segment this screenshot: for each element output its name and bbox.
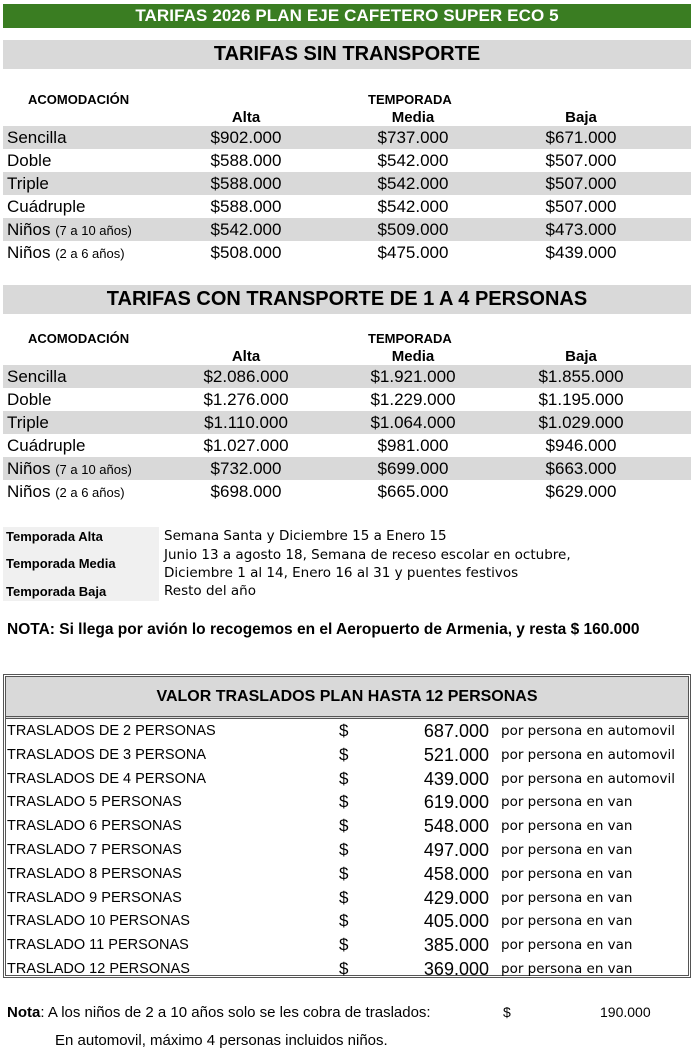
accommodation-type: Doble xyxy=(7,151,52,170)
section-heading-con-transporte: TARIFAS CON TRANSPORTE DE 1 A 4 PERSONAS xyxy=(3,285,691,314)
document-title: TARIFAS 2026 PLAN EJE CAFETERO SUPER ECO 5 xyxy=(3,4,691,28)
season-row-media xyxy=(3,546,691,582)
price-baja: $1.855.000 xyxy=(538,367,624,386)
transfer-group-size: TRASLADOS DE 4 PERSONA xyxy=(7,770,207,787)
transfers-heading: VALOR TRASLADOS PLAN HASTA 12 PERSONAS xyxy=(6,677,688,719)
transfer-description: por persona en van xyxy=(501,889,633,906)
table-row xyxy=(3,434,691,457)
transfer-rows xyxy=(6,719,688,981)
season-label: Temporada Baja xyxy=(3,582,159,601)
transfer-row xyxy=(6,886,688,910)
price-media: $1.064.000 xyxy=(370,413,456,432)
accommodation-label xyxy=(7,388,51,411)
transfer-group-size: TRASLADO 7 PERSONAS xyxy=(7,841,182,858)
currency-symbol: $ xyxy=(339,935,349,955)
season-dates: Resto del año xyxy=(164,583,256,599)
kids-amount: 190.000 xyxy=(600,1004,651,1020)
temporada-header: TEMPORADA xyxy=(368,331,452,346)
currency-symbol: $ xyxy=(339,958,349,978)
kids-note xyxy=(7,1004,431,1021)
transfer-row xyxy=(6,838,688,862)
price-alta: $588.000 xyxy=(210,151,282,170)
price-baja: $473.000 xyxy=(545,220,617,239)
transfer-group-size: TRASLADOS DE 2 PERSONAS xyxy=(7,723,216,739)
transfer-row xyxy=(6,862,688,886)
table-row xyxy=(3,480,691,503)
price-media: $542.000 xyxy=(377,174,449,193)
accommodation-label xyxy=(7,457,132,481)
accommodation-label xyxy=(7,218,132,242)
transfer-price: 369.000 xyxy=(423,958,489,979)
currency-symbol: $ xyxy=(339,768,349,788)
accommodation-type: Cuádruple xyxy=(7,197,86,216)
transfer-price: 385.000 xyxy=(423,935,489,956)
transfer-group-size: TRASLADO 9 PERSONAS xyxy=(7,889,182,906)
transfer-group-size: TRASLADO 11 PERSONAS xyxy=(7,937,189,954)
currency-symbol: $ xyxy=(339,816,349,836)
table-row xyxy=(3,149,691,172)
price-baja: $1.029.000 xyxy=(538,413,624,432)
accommodation-type: Sencilla xyxy=(7,367,67,386)
transfer-description: por persona en van xyxy=(501,865,633,882)
currency-symbol: $ xyxy=(339,744,349,764)
transfer-group-size: TRASLADOS DE 3 PERSONA xyxy=(7,746,207,763)
price-alta: $542.000 xyxy=(210,220,282,239)
accommodation-label xyxy=(7,480,125,504)
transfer-price: 497.000 xyxy=(423,839,489,860)
accommodation-label xyxy=(7,126,67,149)
airport-pickup-note: NOTA: Si llega por avión lo recogemos en el Aeropuerto de Armenia, y resta $ 160.000 xyxy=(7,621,640,638)
season-row-baja xyxy=(3,582,691,601)
transfer-price: 548.000 xyxy=(423,816,489,837)
table-row xyxy=(3,218,691,241)
currency-symbol: $ xyxy=(339,911,349,931)
transfer-description: por persona en van xyxy=(501,913,633,930)
price-alta: $588.000 xyxy=(210,174,282,193)
column-baja: Baja xyxy=(565,109,597,126)
transfer-price: 619.000 xyxy=(423,792,489,813)
season-row-alta xyxy=(3,527,691,546)
transfer-description: por persona en van xyxy=(501,960,633,977)
accommodation-label xyxy=(7,411,49,434)
season-dates: Semana Santa y Diciembre 15 a Enero 15 xyxy=(164,528,447,544)
accommodation-type: Niños xyxy=(7,482,51,501)
table-row xyxy=(3,365,691,388)
currency-symbol: $ xyxy=(339,839,349,859)
transfer-price: 687.000 xyxy=(423,721,489,741)
accommodation-type: Triple xyxy=(7,174,49,193)
transfer-description: por persona en automovil xyxy=(501,746,675,763)
price-alta: $1.110.000 xyxy=(204,413,288,432)
accommodation-type: Cuádruple xyxy=(7,436,86,455)
accommodation-type: Triple xyxy=(7,413,49,432)
transfer-price: 439.000 xyxy=(423,768,489,789)
price-baja: $663.000 xyxy=(545,459,617,478)
transfer-group-size: TRASLADO 12 PERSONAS xyxy=(7,960,190,977)
season-definitions xyxy=(3,527,691,601)
price-media: $665.000 xyxy=(377,482,449,501)
transfer-row xyxy=(6,957,688,981)
section-heading-sin-transporte: TARIFAS SIN TRANSPORTE xyxy=(3,40,691,69)
transfer-row xyxy=(6,909,688,933)
price-media: $737.000 xyxy=(377,128,449,147)
transfer-group-size: TRASLADO 10 PERSONAS xyxy=(7,913,190,930)
column-media: Media xyxy=(391,348,435,365)
kids-currency: $ xyxy=(503,1004,511,1020)
transfers-table xyxy=(3,674,691,978)
transfer-group-size: TRASLADO 6 PERSONAS xyxy=(7,818,182,835)
age-range-note: (2 a 6 años) xyxy=(55,485,125,500)
price-alta: $588.000 xyxy=(210,197,282,216)
table-row xyxy=(3,457,691,480)
transfer-row xyxy=(6,814,688,838)
accommodation-type: Niños xyxy=(7,243,51,262)
price-alta: $698.000 xyxy=(210,482,282,501)
price-baja: $671.000 xyxy=(545,128,617,147)
transfer-description: por persona en van xyxy=(501,841,633,858)
transfer-row xyxy=(6,743,688,767)
price-media: $981.000 xyxy=(377,436,449,455)
table-row xyxy=(3,388,691,411)
price-media: $1.921.000 xyxy=(370,367,456,386)
price-baja: $507.000 xyxy=(545,151,617,170)
age-range-note: (2 a 6 años) xyxy=(55,246,125,261)
season-dates: Junio 13 a agosto 18, Semana de receso escolar en octubre, xyxy=(164,547,571,563)
accommodation-label xyxy=(7,149,51,172)
accommodation-label xyxy=(7,195,85,218)
accommodation-label xyxy=(7,172,49,195)
column-media: Media xyxy=(391,109,435,126)
transfer-description: por persona en automovil xyxy=(501,723,675,739)
season-label: Temporada Alta xyxy=(3,527,159,546)
season-dates: Diciembre 1 al 14, Enero 16 al 31 y puentes festivos xyxy=(164,565,519,581)
column-alta: Alta xyxy=(231,109,261,126)
currency-symbol: $ xyxy=(339,721,349,740)
transfer-description: por persona en van xyxy=(501,818,633,835)
transfer-row xyxy=(6,767,688,791)
transfer-description: por persona en van xyxy=(501,794,633,811)
price-baja: $439.000 xyxy=(545,243,617,262)
accommodation-type: Niños xyxy=(7,220,51,239)
table-row xyxy=(3,195,691,218)
transfer-price: 429.000 xyxy=(423,887,489,908)
accommodation-label xyxy=(7,365,67,388)
column-baja: Baja xyxy=(565,348,597,365)
temporada-header: TEMPORADA xyxy=(368,92,452,107)
price-baja: $946.000 xyxy=(545,436,617,455)
price-media: $542.000 xyxy=(377,197,449,216)
acomodacion-header: ACOMODACIÓN xyxy=(28,92,130,107)
price-alta: $2.086.000 xyxy=(203,367,289,386)
kids-note-label: Nota xyxy=(7,1004,41,1021)
accommodation-type: Sencilla xyxy=(7,128,67,147)
table-row xyxy=(3,411,691,434)
season-columns-header xyxy=(3,347,691,365)
price-alta: $508.000 xyxy=(210,243,282,262)
currency-symbol: $ xyxy=(339,887,349,907)
price-alta: $1.027.000 xyxy=(203,436,289,455)
season-label: Temporada Media xyxy=(3,546,159,582)
table-row xyxy=(3,126,691,149)
price-media: $699.000 xyxy=(377,459,449,478)
price-media: $542.000 xyxy=(377,151,449,170)
price-media: $509.000 xyxy=(377,220,449,239)
rates-table-con-transporte xyxy=(3,327,691,503)
table-header-row xyxy=(3,327,691,347)
accommodation-label xyxy=(7,434,85,457)
price-alta: $902.000 xyxy=(210,128,282,147)
transfer-group-size: TRASLADO 5 PERSONAS xyxy=(7,794,182,811)
currency-symbol: $ xyxy=(339,863,349,883)
column-alta: Alta xyxy=(231,348,261,365)
kids-note-text: : A los niños de 2 a 10 años solo se les cobra de traslados: xyxy=(40,1004,431,1021)
transfer-description: por persona en van xyxy=(501,937,633,954)
currency-symbol: $ xyxy=(339,792,349,812)
price-alta: $732.000 xyxy=(210,459,282,478)
season-columns-header xyxy=(3,108,691,126)
price-baja: $507.000 xyxy=(545,197,617,216)
price-alta: $1.276.000 xyxy=(203,390,289,409)
transfer-group-size: TRASLADO 8 PERSONAS xyxy=(7,865,182,882)
acomodacion-header: ACOMODACIÓN xyxy=(28,331,130,346)
rates-table-sin-transporte xyxy=(3,88,691,264)
kids-note-line2: En automovil, máximo 4 personas incluidos niños. xyxy=(55,1032,388,1049)
price-media: $1.229.000 xyxy=(370,390,456,409)
transfer-price: 521.000 xyxy=(423,744,489,765)
transfer-price: 458.000 xyxy=(423,863,489,884)
price-baja: $1.195.000 xyxy=(538,390,624,409)
age-range-note: (7 a 10 años) xyxy=(55,223,132,238)
table-row xyxy=(3,241,691,264)
transfer-row xyxy=(6,790,688,814)
age-range-note: (7 a 10 años) xyxy=(55,462,132,477)
accommodation-label xyxy=(7,241,125,265)
table-header-row xyxy=(3,88,691,108)
price-baja: $629.000 xyxy=(545,482,617,501)
price-media: $475.000 xyxy=(377,243,449,262)
transfer-row xyxy=(6,933,688,957)
accommodation-type: Niños xyxy=(7,459,51,478)
transfer-row xyxy=(6,719,688,743)
price-baja: $507.000 xyxy=(545,174,617,193)
table-row xyxy=(3,172,691,195)
accommodation-type: Doble xyxy=(7,390,52,409)
transfer-description: por persona en automovil xyxy=(501,770,675,787)
transfer-price: 405.000 xyxy=(423,911,489,932)
